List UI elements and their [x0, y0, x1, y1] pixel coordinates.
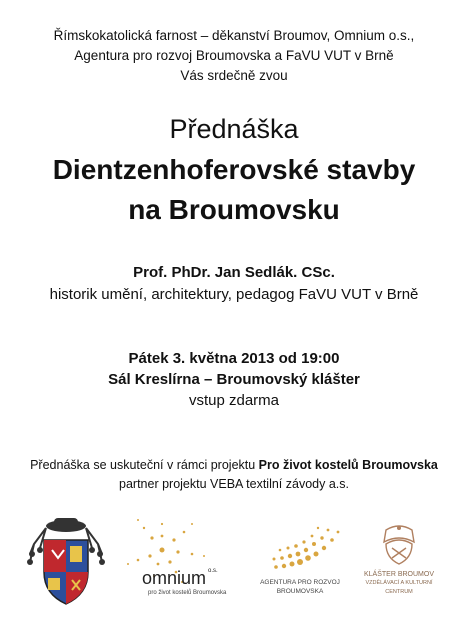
intro-line-2: Agentura pro rozvoj Broumovska a FaVU VUT v Brně: [74, 48, 394, 63]
lecture-title-line-1: Dientzenhoferovské stavby: [52, 154, 416, 185]
event-details: [0, 348, 468, 411]
project-line: [0, 456, 468, 475]
project-info: [0, 456, 468, 494]
agency-line-2: BROUMOVSKA: [276, 588, 324, 595]
klaster-emblem-icon: [356, 522, 442, 568]
intro-line-3: Vás srdečně zvou: [180, 68, 288, 83]
project-name: Pro život kostelů Broumovska: [258, 458, 438, 472]
speaker-block: [0, 262, 468, 306]
event-date: Pátek 3. května 2013 od 19:00: [128, 350, 340, 367]
lecture-title: [0, 150, 468, 230]
klaster-line-1: KLÁŠTER BROUMOV: [363, 571, 434, 578]
lecture-label: Přednáška: [169, 114, 299, 144]
klaster-broumov-logo: [356, 522, 442, 608]
parish-coat-of-arms-logo: [26, 514, 106, 610]
inviting-organizations: [0, 26, 468, 86]
agency-dots-icon: [254, 516, 346, 576]
omnium-name: omnium: [142, 568, 207, 588]
klaster-line-2: VZDĚLÁVACÍ A KULTURNÍ: [365, 580, 433, 586]
project-partner: partner projektu VEBA textilní závody a.s.: [119, 477, 349, 491]
logo-strip: [0, 512, 468, 612]
omnium-logo: [122, 516, 232, 608]
agency-logo: [254, 516, 346, 606]
omnium-tagline: pro život kostelů Broumovska: [148, 590, 227, 596]
klaster-line-3: CENTRUM: [385, 589, 413, 595]
lecture-title-line-2: na Broumovsku: [128, 194, 340, 225]
agency-line-1: AGENTURA PRO ROZVOJ: [260, 579, 340, 586]
event-venue: Sál Kreslírna – Broumovský klášter: [108, 371, 360, 388]
intro-line-1: Římskokatolická farnost – děkanství Broumov, Omnium o.s.,: [53, 28, 415, 43]
speaker-role: historik umění, architektury, pedagog FaVU VUT v Brně: [49, 286, 419, 303]
project-prefix: Přednáška se uskuteční v rámci projektu: [30, 458, 259, 472]
speaker-name: Prof. PhDr. Jan Sedlák. CSc.: [133, 264, 335, 281]
event-admission: vstup zdarma: [188, 392, 280, 409]
omnium-suffix: o.s.: [208, 568, 218, 574]
